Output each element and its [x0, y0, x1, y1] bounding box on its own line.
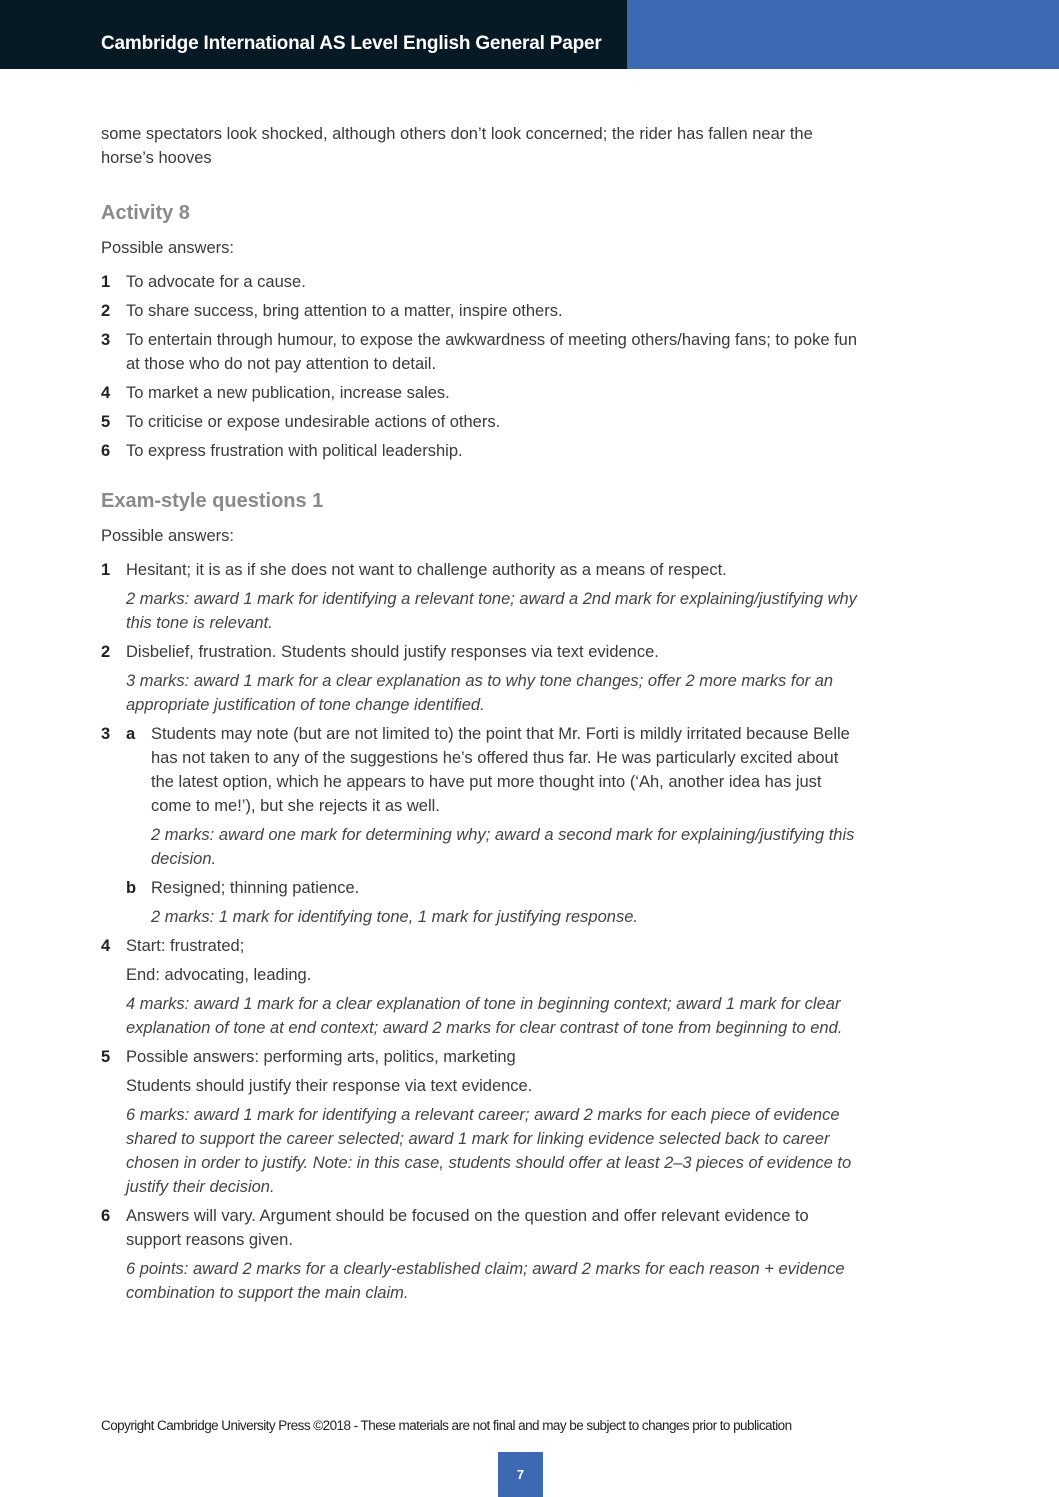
page-header: [0, 0, 1059, 69]
item-text: To share success, bring attention to a matter, inspire others.: [126, 302, 563, 320]
activity-8-heading: Activity 8: [101, 202, 190, 224]
header-blue-band: [627, 0, 1059, 69]
list-item: [101, 270, 861, 294]
list-item: [101, 328, 861, 376]
item-number: 4: [101, 384, 111, 402]
answer-text: Hesitant; it is as if she does not want to challenge authority as a means of respect.: [126, 561, 727, 579]
answer-text: Possible answers: performing arts, politics, marketing: [126, 1048, 516, 1066]
question-item-6: [101, 1204, 861, 1305]
mark-scheme: 4 marks: award 1 mark for a clear explanation of tone in beginning context; award 1 mark for clear explanation of tone at end context; award 2 marks for clear contrast of tone from beginning to end.: [126, 995, 843, 1037]
question-number: 6: [101, 1207, 111, 1225]
mark-scheme: 6 points: award 2 marks for a clearly-established claim; award 2 marks for each reason + evidence combination to support the main claim.: [126, 1260, 845, 1302]
answer-text: Students should justify their response via text evidence.: [126, 1077, 533, 1095]
item-text: To advocate for a cause.: [126, 273, 306, 291]
mark-scheme: 3 marks: award 1 mark for a clear explanation as to why tone changes; offer 2 more marks for an appropriate justification of tone change identified.: [126, 672, 834, 714]
sub-letter: b: [126, 879, 137, 897]
sub-letter: a: [126, 725, 136, 743]
page-number-badge: [498, 1452, 543, 1497]
question-item-4: [101, 934, 861, 1040]
item-number: 3: [101, 331, 111, 349]
sub-question-b: [126, 876, 861, 929]
question-item-2: [101, 640, 861, 717]
answer-text: Resigned; thinning patience.: [151, 879, 360, 897]
item-text: To express frustration with political leadership.: [126, 442, 463, 460]
exam-questions-section: [101, 488, 861, 1305]
list-item: [101, 299, 861, 323]
answer-text: Answers will vary. Argument should be focused on the question and offer relevant evidence to support reasons given.: [126, 1207, 809, 1249]
mark-scheme: 6 marks: award 1 mark for identifying a relevant career; award 2 marks for each piece of evidence shared to support the career selected; award 1 mark for linking evidence selected back to career chosen in order to justify. Note: in this case, students should offer at least 2–3 pieces of evidence to justify their decision.: [126, 1106, 852, 1196]
exam-questions-list: [101, 558, 861, 1305]
answer-text: End: advocating, leading.: [126, 966, 312, 984]
activity-8-label: Possible answers:: [101, 239, 234, 257]
question-item-1: [101, 558, 861, 635]
question-number: 4: [101, 937, 111, 955]
item-text: To market a new publication, increase sales.: [126, 384, 450, 402]
list-item: [101, 439, 861, 463]
question-number: 5: [101, 1048, 111, 1066]
answer-text: Start: frustrated;: [126, 937, 245, 955]
mark-scheme: 2 marks: award one mark for determining why; award a second mark for explaining/justifying this decision.: [151, 826, 855, 868]
activity-8-section: [101, 200, 861, 463]
intro-paragraph: some spectators look shocked, although others don’t look concerned; the rider has fallen near the horse’s hooves: [101, 125, 813, 167]
list-item: [101, 410, 861, 434]
item-number: 5: [101, 413, 111, 431]
item-text: To criticise or expose undesirable actions of others.: [126, 413, 501, 431]
activity-8-list: [101, 270, 861, 463]
list-item: [101, 381, 861, 405]
exam-questions-heading: Exam-style questions 1: [101, 490, 324, 512]
mark-scheme: 2 marks: 1 mark for identifying tone, 1 mark for justifying response.: [151, 908, 638, 926]
mark-scheme: 2 marks: award 1 mark for identifying a relevant tone; award a 2nd mark for explaining/justifying why this tone is relevant.: [126, 590, 857, 632]
answer-text: Disbelief, frustration. Students should justify responses via text evidence.: [126, 643, 659, 661]
question-number: 1: [101, 561, 111, 579]
page-content: [101, 122, 861, 1310]
answer-text: Students may note (but are not limited to) the point that Mr. Forti is mildly irritated because Belle has not taken to any of the suggestions he’s offered thus far. He was particularly excited about the latest option, which he appears to have put more thought into (‘Ah, another idea has just come to me!’), but she rejects it as well.: [151, 725, 850, 815]
copyright-footer: Copyright Cambridge University Press ©2018 - These materials are not final and may be subject to changes prior to publication: [101, 1418, 792, 1433]
question-item-3: [101, 722, 861, 929]
item-text: To entertain through humour, to expose the awkwardness of meeting others/having fans; to poke fun at those who do not pay attention to detail.: [126, 331, 858, 373]
item-number: 6: [101, 442, 111, 460]
question-number: 2: [101, 643, 111, 661]
sub-question-a: [126, 722, 861, 871]
question-item-5: [101, 1045, 861, 1199]
exam-questions-label: Possible answers:: [101, 527, 234, 545]
item-number: 2: [101, 302, 111, 320]
header-title: Cambridge International AS Level English General Paper: [101, 33, 602, 54]
question-number: 3: [101, 725, 111, 743]
item-number: 1: [101, 273, 111, 291]
page-number: 7: [516, 1467, 525, 1482]
